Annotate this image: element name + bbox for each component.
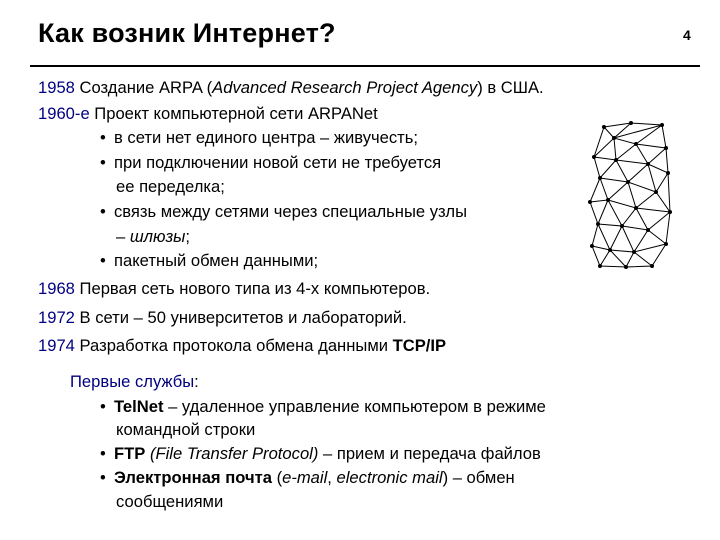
- bullet-text-italic: шлюзы: [129, 227, 186, 246]
- service-expansion: (File Transfer Protocol): [145, 444, 319, 463]
- network-nodes: [588, 121, 672, 269]
- bullet-item: [100, 153, 441, 173]
- history-text: Проект компьютерной сети ARPANet: [89, 104, 378, 123]
- history-text: В сети – 50 университетов и лабораторий.: [74, 308, 407, 327]
- services-heading-text: Первые службы: [70, 372, 195, 391]
- service-name: Электронная почта: [114, 468, 272, 487]
- service-text: ,: [327, 468, 337, 487]
- service-email: [100, 468, 515, 488]
- page-number: 4: [683, 27, 691, 43]
- bullet-icon: •: [100, 251, 106, 270]
- history-item-1972: [38, 308, 407, 328]
- service-telnet: [100, 397, 546, 417]
- bullet-item: [100, 251, 318, 271]
- history-item-1960s: [38, 104, 378, 124]
- bullet-icon: •: [100, 153, 106, 172]
- bullet-text: –: [116, 227, 130, 246]
- service-name: FTP: [114, 444, 146, 463]
- history-item-1974: [38, 336, 446, 356]
- year-label: 1974: [38, 336, 75, 355]
- title-divider: [30, 65, 700, 67]
- history-text: Разработка протокола обмена данными: [74, 336, 393, 355]
- bullet-icon: •: [100, 468, 106, 487]
- year-label: 1968: [38, 279, 75, 298]
- slide-title: Как возник Интернет?: [38, 18, 336, 48]
- service-text: – удаленное управление компьютером в режиме: [163, 397, 546, 416]
- bullet-icon: •: [100, 128, 106, 147]
- service-continuation: сообщениями: [116, 492, 224, 511]
- history-text: Создание ARPA (: [74, 78, 213, 97]
- services-heading-colon: :: [194, 372, 199, 391]
- bullet-icon: •: [100, 202, 106, 221]
- year-label: 1958: [38, 78, 75, 97]
- service-name: TelNet: [114, 397, 164, 416]
- history-text: ) в США.: [477, 78, 544, 97]
- service-text: – прием и передача файлов: [318, 444, 541, 463]
- bullet-text: в сети нет единого центра – живучесть;: [114, 128, 419, 147]
- history-text: Первая сеть нового типа из 4-х компьютеров.: [74, 279, 431, 298]
- bullet-icon: •: [100, 397, 106, 416]
- bullet-text: ;: [185, 227, 191, 246]
- bullet-text: связь между сетями через специальные узлы: [114, 202, 468, 221]
- service-text: (: [271, 468, 283, 487]
- history-item-1958: [38, 78, 544, 98]
- bullet-continuation: ее переделка;: [116, 177, 225, 196]
- service-text: ) – обмен: [442, 468, 515, 487]
- network-diagram-icon: [586, 120, 672, 270]
- service-text-italic: electronic mail: [336, 468, 443, 487]
- service-ftp: [100, 444, 541, 464]
- history-text-italic: Advanced Research Project Agency: [212, 78, 478, 97]
- services-heading: [70, 372, 199, 392]
- service-text-italic: e-mail: [282, 468, 328, 487]
- bullet-text: пакетный обмен данными;: [114, 251, 319, 270]
- year-label: 1960-е: [38, 104, 90, 123]
- year-label: 1972: [38, 308, 75, 327]
- service-continuation: командной строки: [116, 420, 256, 439]
- bullet-text: при подключении новой сети не требуется: [114, 153, 442, 172]
- bullet-item: [100, 202, 467, 222]
- bullet-icon: •: [100, 444, 106, 463]
- bullet-continuation: [116, 227, 190, 247]
- network-links: [590, 123, 670, 267]
- bullet-item: [100, 128, 418, 148]
- history-item-1968: [38, 279, 430, 299]
- history-text-bold: TCP/IP: [392, 336, 447, 355]
